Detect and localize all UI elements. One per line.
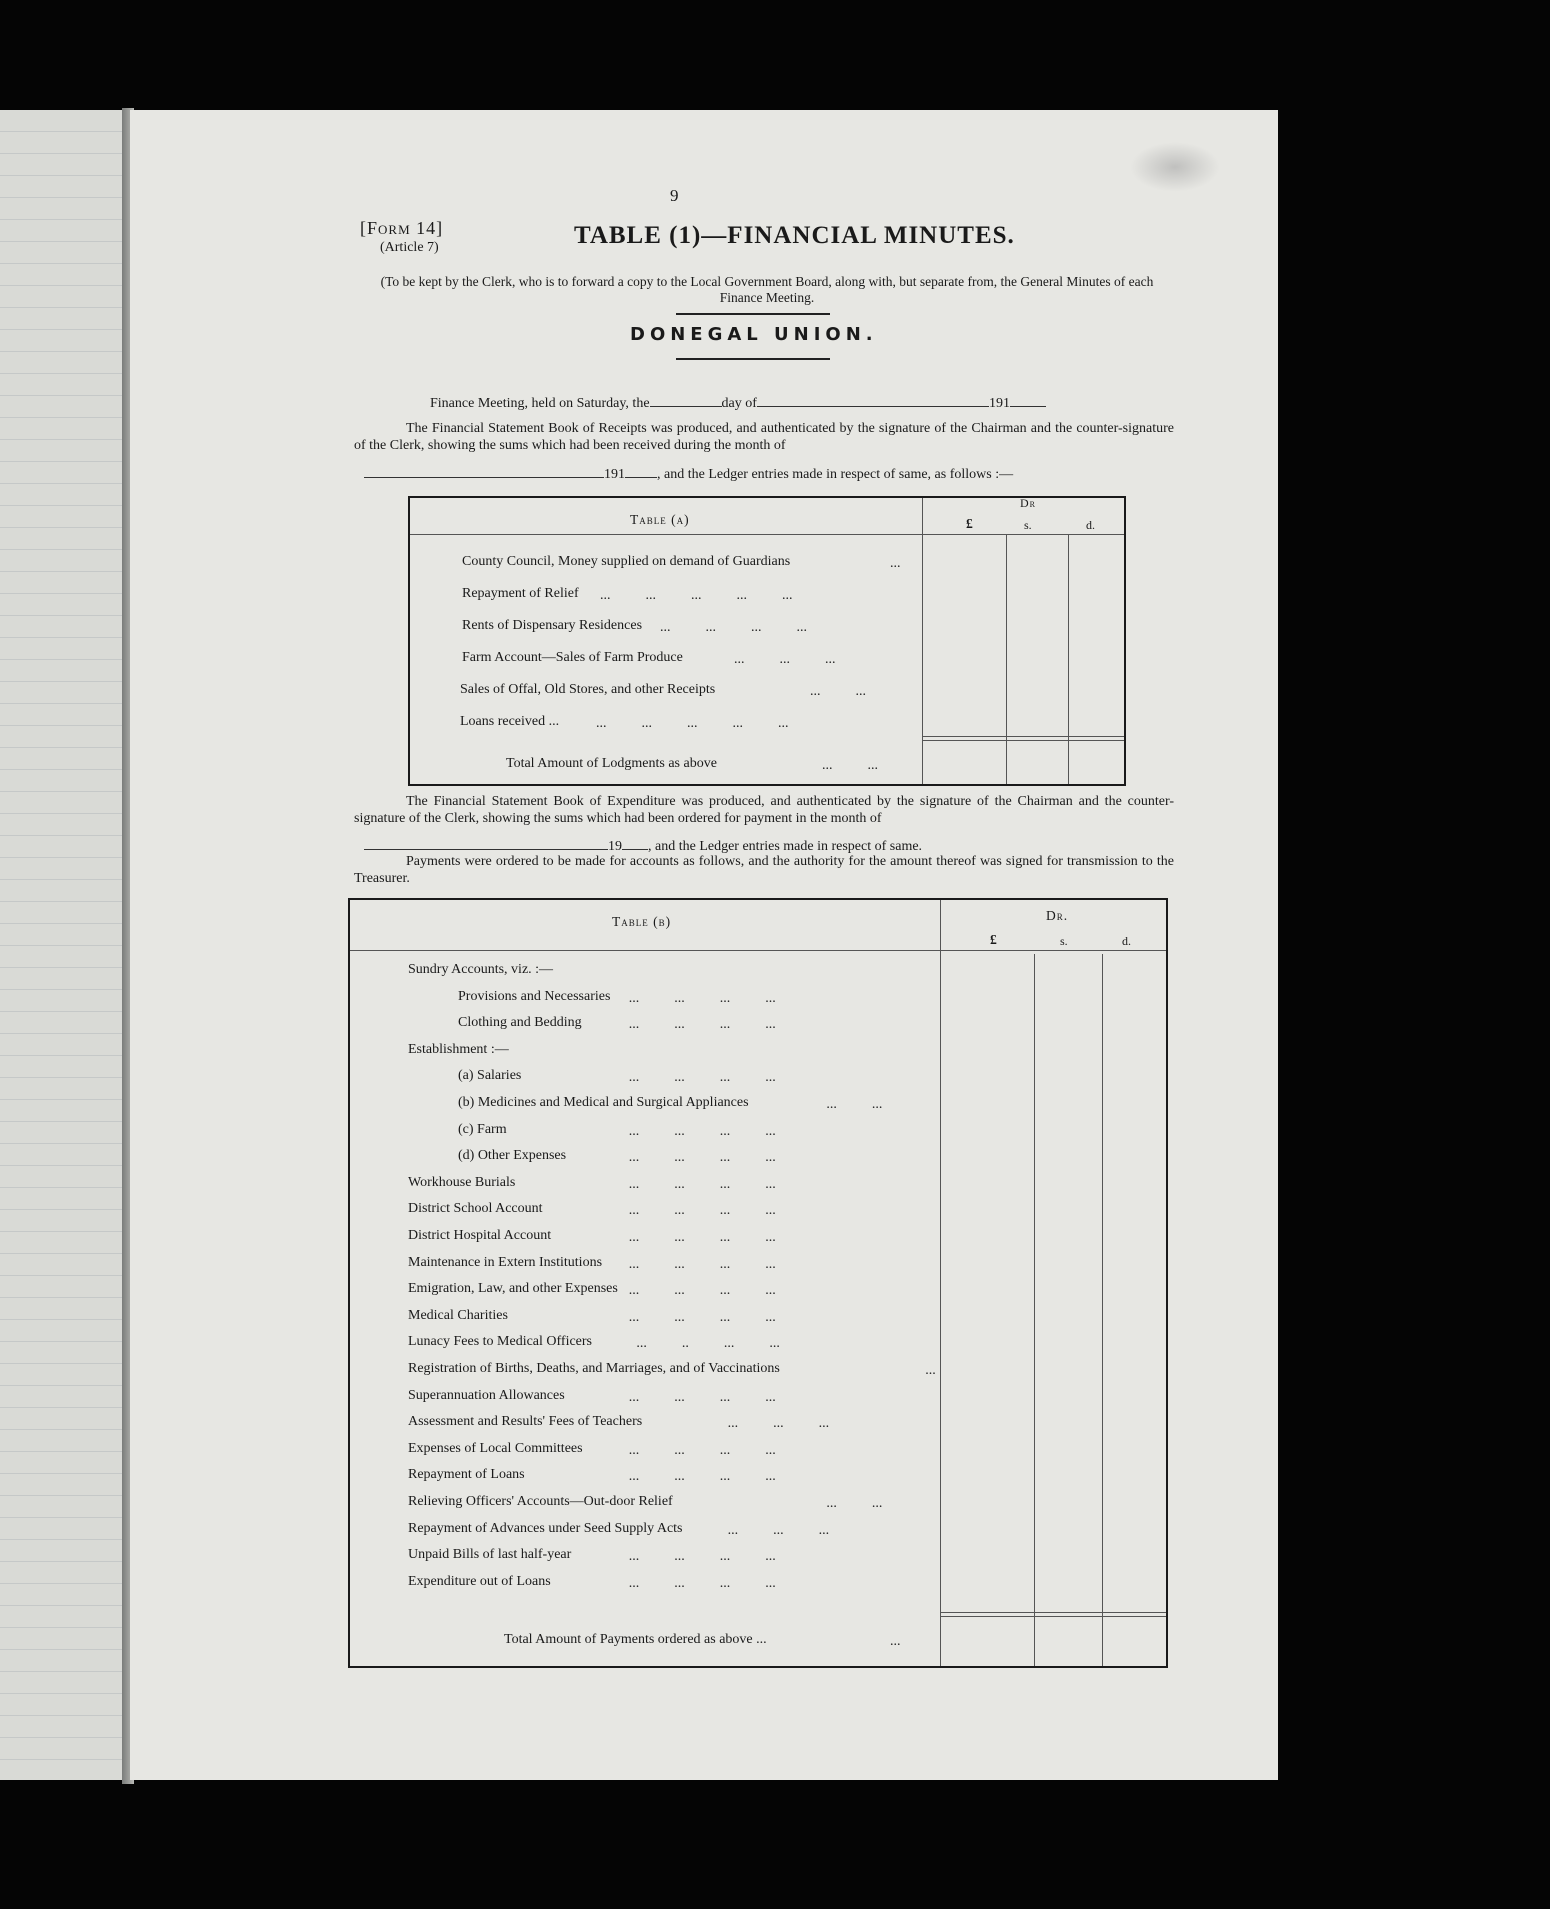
table-row: Medical Charities <box>408 1308 508 1323</box>
row-label: Loans received ... <box>460 714 560 729</box>
expenditure-tail: , and the Ledger entries made in respect of same. <box>648 839 923 854</box>
table-row: Expenses of Local Committees <box>408 1441 583 1456</box>
row-label: Farm Account—Sales of Farm Produce <box>462 650 683 665</box>
row-dots: ... ... ... ... <box>628 1469 776 1484</box>
table-row: (b) Medicines and Medical and Surgical Appliances <box>458 1095 749 1110</box>
row-dots: ... ... <box>826 1496 883 1511</box>
table-b-divider <box>940 900 941 1666</box>
table-row: Workhouse Burials <box>408 1175 516 1190</box>
row-dots: ... ... ... ... ... <box>600 588 793 603</box>
table-row: (c) Farm <box>458 1122 507 1137</box>
row-dots: ... ... ... <box>727 1523 830 1538</box>
table-b-dr: Dr. <box>1046 908 1069 923</box>
table-row: Maintenance in Extern Institutions <box>408 1255 603 1270</box>
row-dots: ... ... ... ... <box>628 1283 776 1298</box>
row-dots: ... ... ... ... <box>628 1549 776 1564</box>
table-b-total: Total Amount of Payments ordered as above ... <box>504 1632 767 1647</box>
blank-receipts-month <box>364 465 604 478</box>
table-row <box>462 650 683 666</box>
row-dots: ... ... ... ... <box>628 1576 776 1591</box>
article-label: (Article 7) <box>380 240 439 255</box>
blank-expenditure-year <box>622 837 648 850</box>
table-b-total-rule <box>940 1612 1166 1613</box>
blank-expenditure-month <box>364 837 608 850</box>
table-row: District School Account <box>408 1201 543 1216</box>
table-row: Clothing and Bedding <box>458 1015 582 1030</box>
row-dots: ... ... ... ... <box>628 1017 776 1032</box>
table-a-col-pounds: £ <box>966 516 973 531</box>
table-row <box>462 554 790 570</box>
table-row <box>462 586 579 602</box>
table-row <box>460 714 559 730</box>
left-facing-page <box>0 110 126 1780</box>
table-a-divider <box>1006 534 1007 784</box>
table-row: Superannuation Allowances <box>408 1388 565 1403</box>
page-number: 9 <box>670 186 679 205</box>
row-dots: ... ... ... ... <box>628 1124 776 1139</box>
table-row <box>460 682 715 698</box>
table-b-col-shillings: s. <box>1060 934 1068 948</box>
table-b-divider <box>1102 954 1103 1666</box>
row-dots: ... ... <box>810 684 866 699</box>
table-row: Emigration, Law, and other Expenses <box>408 1281 618 1296</box>
paper-smudge <box>1130 142 1220 192</box>
table-a-col-pence: d. <box>1086 518 1095 532</box>
day-of-label: day of <box>721 396 757 411</box>
row-dots: ... ... ... ... <box>628 1257 776 1272</box>
row-dots: ... ... ... ... <box>628 1310 776 1325</box>
table-b-col-pence: d. <box>1122 934 1131 948</box>
table-a-heading: Table (a) <box>630 512 690 527</box>
row-dots: ... ... ... ... <box>628 1203 776 1218</box>
row-dots: ... ... ... ... <box>628 1443 776 1458</box>
table-a-header-rule <box>410 534 1124 535</box>
table-a-divider <box>922 498 923 784</box>
table-a <box>408 496 1126 786</box>
row-label: Repayment of Relief <box>462 586 579 601</box>
receipts-tail: , and the Ledger entries made in respect of same, as follows :— <box>657 467 1014 482</box>
row-label: County Council, Money supplied on demand of Guardians <box>462 554 791 569</box>
row-dots: ... ... ... ... ... <box>596 716 789 731</box>
document-page <box>130 110 1278 1780</box>
table-a-divider <box>1068 534 1069 784</box>
table-row: (a) Salaries <box>458 1068 522 1083</box>
table-b-divider <box>1034 954 1035 1666</box>
blank-day <box>650 394 722 407</box>
table-row: District Hospital Account <box>408 1228 552 1243</box>
table-row: Provisions and Necessaries <box>458 989 611 1004</box>
table-row: Repayment of Loans <box>408 1467 525 1482</box>
row-dots: ... ... ... ... <box>628 1150 776 1165</box>
row-dots: ... ... ... ... <box>628 991 776 1006</box>
table-row: Unpaid Bills of last half-year <box>408 1547 572 1562</box>
page-title: TABLE (1)—FINANCIAL MINUTES. <box>574 222 1015 249</box>
blank-month <box>757 394 989 407</box>
row-dots: ... <box>890 1634 901 1649</box>
receipts-month-line <box>364 465 1154 483</box>
row-dots: ... ... <box>822 758 878 773</box>
table-row: Repayment of Advances under Seed Supply Acts <box>408 1521 683 1536</box>
meeting-line <box>430 394 1260 412</box>
blank-year <box>1010 394 1046 407</box>
row-dots: ... ... ... ... <box>628 1070 776 1085</box>
table-b-heading: Table (b) <box>612 914 672 929</box>
table-row <box>462 618 642 634</box>
table-b-header-rule <box>350 950 1166 951</box>
table-a-total-rule <box>922 736 1124 737</box>
blank-receipts-year <box>625 465 657 478</box>
table-row: Establishment :— <box>408 1042 509 1057</box>
table-row: Relieving Officers' Accounts—Out-door Relief <box>408 1494 673 1509</box>
table-a-col-shillings: s. <box>1024 518 1032 532</box>
table-row: (d) Other Expenses <box>458 1148 567 1163</box>
table-row: Assessment and Results' Fees of Teachers <box>408 1414 643 1429</box>
union-name: DONEGAL UNION. <box>630 324 878 345</box>
receipts-paragraph: The Financial Statement Book of Receipts was produced, and authenticated by the signature of the Chairman and the counter-signature of the Clerk, showing the sums which had been received during the month of <box>354 421 1174 453</box>
union-rule <box>676 358 830 360</box>
title-rule <box>676 313 830 315</box>
expenditure-year: 19 <box>608 839 622 854</box>
table-row: Registration of Births, Deaths, and Marriages, and of Vaccinations <box>408 1361 780 1376</box>
row-dots: ... ... <box>826 1097 883 1112</box>
year-label: 191 <box>988 396 1010 411</box>
table-a-dr: Dr <box>1020 496 1037 510</box>
table-b <box>348 898 1168 1668</box>
row-dots: ... .. ... ... <box>636 1336 780 1351</box>
payments-paragraph: Payments were ordered to be made for accounts as follows, and the authority for the amount thereof was signed for transmission to the Treasurer. <box>354 854 1174 886</box>
receipts-year: 191 <box>604 467 625 482</box>
table-row: Lunacy Fees to Medical Officers <box>408 1334 593 1349</box>
row-dots: ... ... ... <box>734 652 836 667</box>
expenditure-paragraph: The Financial Statement Book of Expenditure was produced, and authenticated by the signature of the Chairman and the counter-signature of the Clerk, showing the sums which had been ordered for payment in the month of <box>354 794 1174 826</box>
table-b-total-rule <box>940 1616 1166 1617</box>
row-dots: ... <box>890 556 901 571</box>
table-a-total-rule <box>922 740 1124 741</box>
row-dots: ... ... ... ... <box>628 1230 776 1245</box>
form-label: [Form 14] <box>360 218 444 238</box>
row-label: Rents of Dispensary Residences <box>462 618 643 633</box>
row-dots: ... <box>925 1363 936 1378</box>
table-b-col-pounds: £ <box>990 932 997 947</box>
row-label: Sales of Offal, Old Stores, and other Receipts <box>460 682 716 697</box>
instruction-note: (To be kept by the Clerk, who is to forward a copy to the Local Government Board, along with, but separate from, the General Minutes of each Finance Meeting. <box>380 274 1154 305</box>
table-row: Expenditure out of Loans <box>408 1574 551 1589</box>
table-row: Sundry Accounts, viz. :— <box>408 962 554 977</box>
row-dots: ... ... ... ... <box>628 1390 776 1405</box>
row-dots: ... ... ... <box>727 1416 830 1431</box>
table-a-total: Total Amount of Lodgments as above <box>506 756 717 771</box>
row-dots: ... ... ... ... <box>660 620 807 635</box>
meeting-label: Finance Meeting, held on Saturday, the <box>430 396 650 411</box>
row-dots: ... ... ... ... <box>628 1177 776 1192</box>
